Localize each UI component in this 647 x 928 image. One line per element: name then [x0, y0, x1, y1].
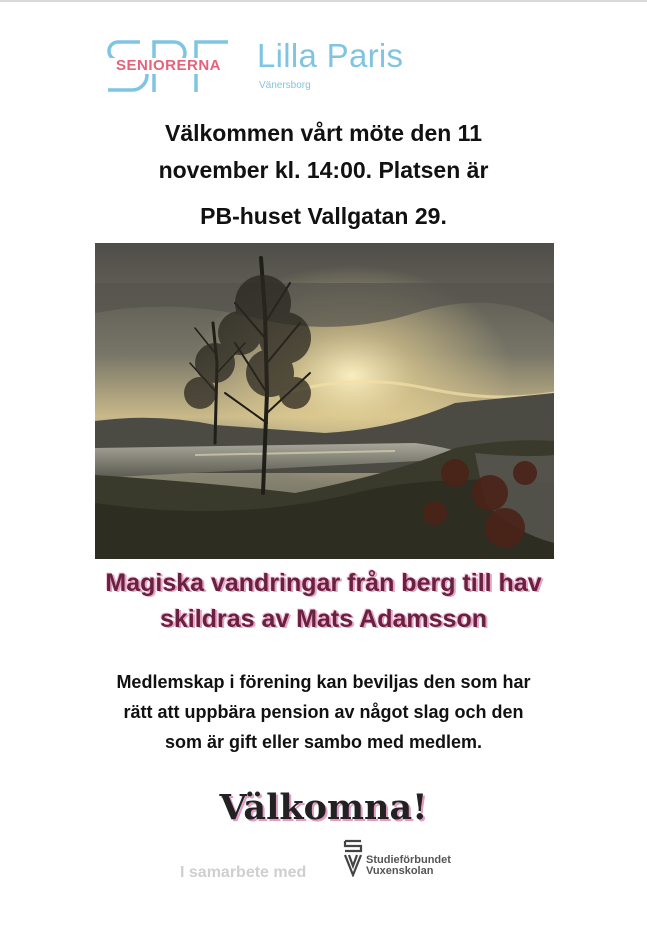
membership-line-3: som är gift eller sambo med medlem.	[164, 732, 483, 752]
vuxenskolan-logo-icon	[342, 839, 364, 877]
partner-name-line-1: Studieförbundet	[366, 854, 451, 866]
invitation-line-3: PB-huset Vallgatan 29.	[200, 203, 447, 229]
org-name: Lilla Paris	[257, 37, 404, 74]
partner-name-line-2: Vuxenskolan	[366, 865, 434, 877]
landscape-illustration	[95, 243, 554, 559]
membership-line-2: rätt att uppbära pension av något slag och den	[123, 702, 524, 722]
invitation-line-2: november kl. 14:00. Platsen är	[158, 157, 489, 183]
spf-logo	[106, 38, 436, 98]
landscape-photo	[95, 243, 554, 559]
membership-text	[60, 667, 587, 757]
top-border	[0, 0, 647, 2]
talk-title-line-2: skildras av Mats Adamsson	[160, 605, 487, 633]
talk-title-line-1: Magiska vandringar från berg till hav	[105, 569, 542, 597]
welcome-heading: Välkomna!	[219, 787, 428, 828]
cooperation-label: I samarbete med	[180, 864, 307, 881]
seniorerna-band: SENIORERNA	[106, 58, 231, 74]
membership-line-1: Medlemskap i förening kan beviljas den som har	[116, 672, 531, 692]
org-location: Vänersborg	[259, 80, 311, 91]
partner-name	[366, 855, 451, 877]
invitation-line-1: Välkommen vårt möte den 11	[164, 120, 482, 146]
